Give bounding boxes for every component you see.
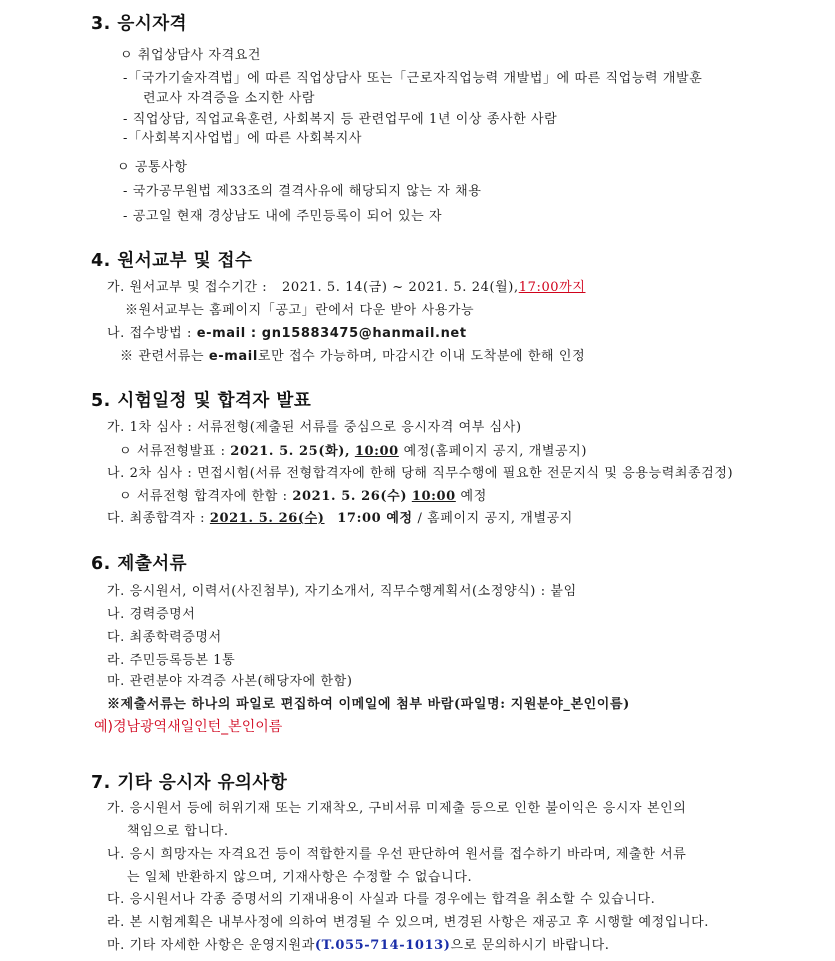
s4-note2-prefix: ※ 관련서류는 <box>120 349 205 364</box>
s7-item5-phone: (T.055-714-1013) <box>314 938 451 953</box>
s4-period-time: 17:00까지 <box>518 280 586 295</box>
s4-period-dates: 2021. 5. 14(금) ~ 2021. 5. 24(월), <box>281 280 519 295</box>
s3-group1-title: ㅇ 취업상담사 자격요건 <box>120 48 262 63</box>
s6-example: 예)경남광역새일인턴_본인이름 <box>94 719 283 735</box>
s5-final-time: 17:00 예정 <box>337 511 413 526</box>
s4-method-value: e-mail : gn15883475@hanmail.net <box>196 326 467 341</box>
s7-item4: 라. 본 시험계획은 내부사정에 의하여 변경될 수 있으며, 변경된 사항은 재공고 후 시행할 예정입니다. <box>107 915 710 930</box>
s4-note1: ※원서교부는 홈페이지「공고」란에서 다운 받아 사용가능 <box>125 303 475 318</box>
s7-item2-line1: 나. 응시 희망자는 자격요건 등이 적합한지를 우선 판단하여 원서를 접수하기 바라며, 제출한 서류 <box>107 847 687 862</box>
s5-step1-result <box>119 440 587 459</box>
s5-step1-result-time: 10:00 <box>354 444 399 459</box>
s4-method-label: 나. 접수방법 : <box>107 326 192 341</box>
s5-step1: 가. 1차 심사 : 서류전형(제출된 서류를 중심으로 응시자격 여부 심사) <box>107 420 522 435</box>
s5-step1-result-prefix: ㅇ 서류전형발표 : <box>119 444 226 459</box>
s3-g1-item1-line2: 련교사 자격증을 소지한 사람 <box>143 91 316 106</box>
s3-g1-item1-line1: -「국가기술자격법」에 따른 직업상담사 또는「근로자직업능력 개발법」에 따른 직업능력 개발훈 <box>123 71 703 86</box>
s5-step2: 나. 2차 심사 : 면접시험(서류 전형합격자에 한해 당해 직무수행에 필요한 전문지식 및 응용능력최종검정) <box>107 466 734 481</box>
section-7-title: 7. 기타 응시자 유의사항 <box>91 773 288 793</box>
s3-g2-item1: - 국가공무원법 제33조의 결격사유에 해당되지 않는 자 채용 <box>123 184 482 199</box>
s3-g2-item2: - 공고일 현재 경상남도 내에 주민등록이 되어 있는 자 <box>123 209 443 224</box>
s5-step2-limit-date: 2021. 5. 26(수) <box>292 489 408 504</box>
s4-note2 <box>120 345 585 364</box>
s4-period <box>107 276 596 295</box>
s3-g1-item2: - 직업상담, 직업교육훈련, 사회복지 등 관련업무에 1년 이상 종사한 사람 <box>123 112 558 127</box>
s4-note2-email: e-mail <box>208 349 258 364</box>
s7-item1-line1: 가. 응시원서 등에 허위기재 또는 기재착오, 구비서류 미제출 등으로 인한 불이익은 응시자 본인의 <box>107 801 687 816</box>
s5-step2-limit <box>119 485 487 504</box>
s6-item1: 가. 응시원서, 이력서(사진첨부), 자기소개서, 직무수행계획서(소정양식) : 붙임 <box>107 584 577 599</box>
s3-g1-item3: -「사회복지사업법」에 따른 사회복지사 <box>123 131 363 146</box>
s7-item3: 다. 응시원서나 각종 증명서의 기재내용이 사실과 다를 경우에는 합격을 취소할 수 있습니다. <box>107 892 656 907</box>
s5-final-date: 2021. 5. 26(수) <box>209 511 325 526</box>
section-4-title: 4. 원서교부 및 접수 <box>91 251 253 271</box>
s5-step2-limit-suffix: 예정 <box>460 489 487 504</box>
s5-final-prefix: 다. 최종합격자 : <box>107 511 206 526</box>
s3-group2-title: ㅇ 공통사항 <box>117 160 188 175</box>
s7-item5-prefix: 마. 기타 자세한 사항은 운영지원과 <box>107 938 315 953</box>
section-6-title: 6. 제출서류 <box>91 554 188 574</box>
section-5-title: 5. 시험일정 및 합격자 발표 <box>91 391 312 411</box>
s7-item1-line2: 책임으로 합니다. <box>127 824 229 839</box>
s6-note: ※제출서류는 하나의 파일로 편집하여 이메일에 첨부 바람(파일명: 지원분야_본인이름) <box>107 697 630 712</box>
s4-period-label: 가. 원서교부 및 접수기간 : <box>107 280 268 295</box>
s5-final-suffix: / 홈페이지 공지, 개별공지 <box>417 511 573 526</box>
s7-item5 <box>107 934 609 953</box>
s6-item2: 나. 경력증명서 <box>107 607 196 622</box>
s5-step1-result-suffix: 예정(홈페이지 공지, 개별공지) <box>403 444 587 459</box>
s6-item5: 마. 관련분야 자격증 사본(해당자에 한함) <box>107 674 353 689</box>
s6-item3: 다. 최종학력증명서 <box>107 630 222 645</box>
s4-note2-suffix: 로만 접수 가능하며, 마감시간 이내 도착분에 한해 인정 <box>257 349 586 364</box>
s6-item4: 라. 주민등록등본 1통 <box>107 653 236 668</box>
s5-step2-limit-prefix: ㅇ 서류전형 합격자에 한함 : <box>119 489 288 504</box>
s5-final <box>107 507 573 526</box>
s5-step1-result-date: 2021. 5. 25(화), <box>230 444 351 459</box>
s4-method <box>107 322 467 341</box>
s7-item2-line2: 는 일체 반환하지 않으며, 기재사항은 수정할 수 없습니다. <box>127 870 473 885</box>
section-3-title: 3. 응시자격 <box>91 14 188 34</box>
s5-step2-limit-time: 10:00 <box>411 489 456 504</box>
s7-item5-suffix: 으로 문의하시기 바랍니다. <box>450 938 610 953</box>
